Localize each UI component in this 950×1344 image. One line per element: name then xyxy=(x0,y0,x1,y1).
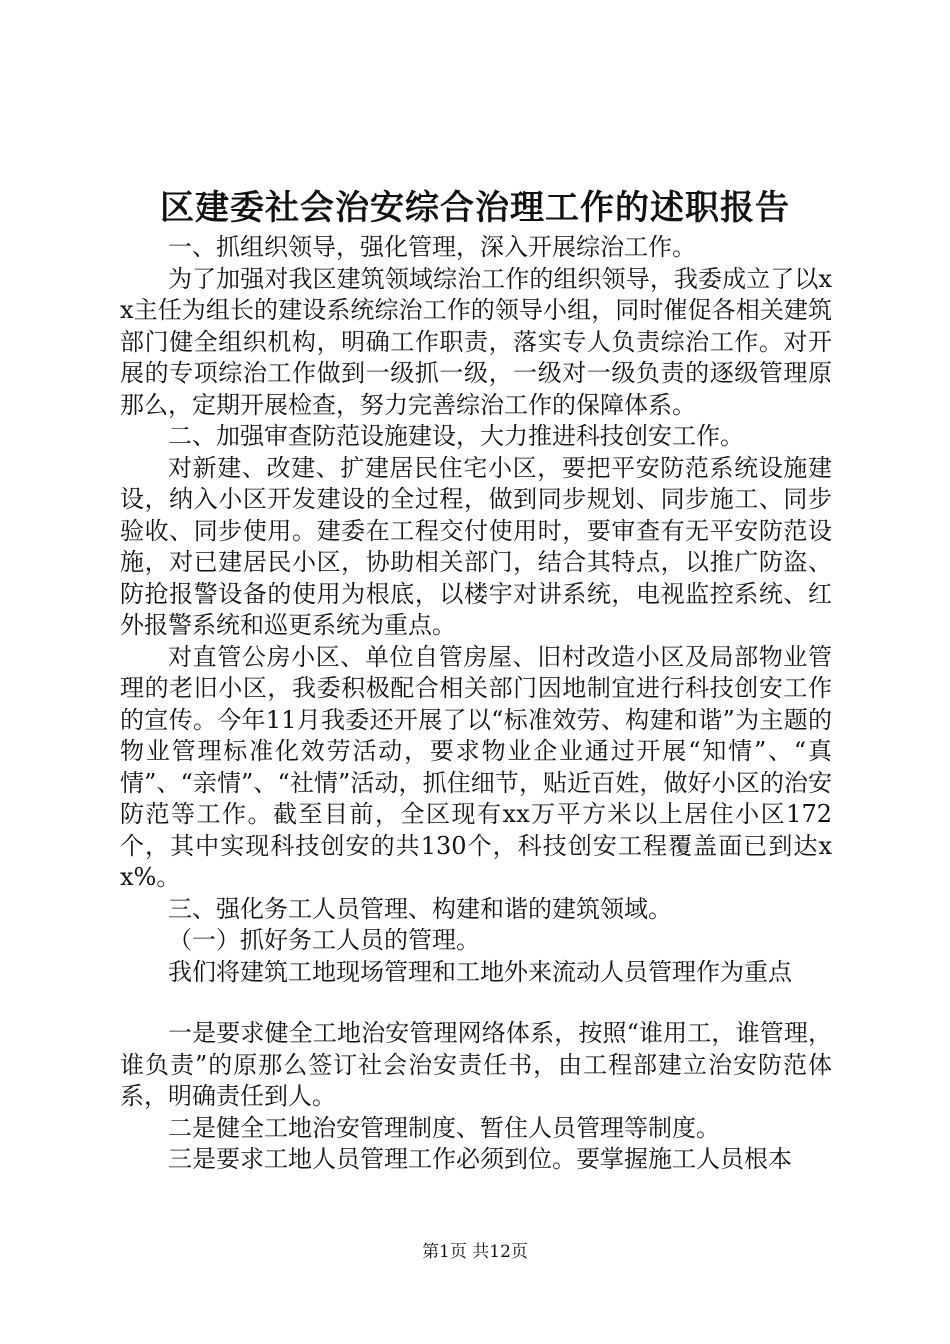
document-title: 区建委社会治安综合治理工作的述职报告 xyxy=(160,188,790,228)
paragraph-new-construction: 对新建、改建、扩建居民住宅小区，要把平安防范系统设施建设，纳入小区开发建设的全过程，做到同步规划、同步施工、同步验收、同步使用。建委在工程交付使用时，要审查有无平安防范设施，对已建居民小区，协助相关部门，结合其特点，以推广防盗、防抢报警设备的使用为根底，以楼宇对讲系统，电视监控系统、红外报警系统和巡更系统为重点。 xyxy=(120,453,832,639)
paragraph-point-2: 二是健全工地治安管理制度、暂住人员管理等制度。 xyxy=(168,1113,720,1142)
paragraph-public-housing: 对直管公房小区、单位自管房屋、旧村改造小区及局部物业管理的老旧小区，我委积极配合相关部门因地制宜进行科技创安工作的宣传。今年11月我委还开展了以“标准效劳、构建和谐”为主题的物业管理标准化效劳活动，要求物业企业通过开展“知情”、“真情”、“亲情”、“社情”活动，抓住细节，贴近百姓，做好小区的治安防范等工作。截至目前，全区现有xx万平方米以上居住小区172个，其中实现科技创安的共130个，科技创安工程覆盖面已到达xx%。 xyxy=(120,642,832,891)
document-body xyxy=(120,232,832,1176)
paragraph-section-3-heading: 三、强化务工人员管理、构建和谐的建筑领域。 xyxy=(168,894,672,923)
page-footer: 第1页 共12页 xyxy=(422,1242,528,1262)
paragraph-subsection-1-heading: （一）抓好务工人员的管理。 xyxy=(168,926,480,954)
paragraph-section-2-heading: 二、加强审查防范设施建设，大力推进科技创安工作。 xyxy=(168,422,744,450)
paragraph-point-1: 一是要求健全工地治安管理网络体系，按照“谁用工，谁管理，谁负责”的原那么签订社会治安责任书，由工程部建立治安防范体系，明确责任到人。 xyxy=(120,1019,832,1110)
paragraph-organization: 为了加强对我区建筑领域综治工作的组织领导，我委成立了以xx主任为组长的建设系统综治工作的领导小组，同时催促各相关建筑部门健全组织机构，明确工作职责，落实专人负责综治工作。对开展的专项综治工作做到一级抓一级，一级对一级负责的逐级管理原那么，定期开展检查，努力完善综治工作的保障体系。 xyxy=(120,264,832,419)
paragraph-section-1-heading: 一、抓组织领导，强化管理，深入开展综治工作。 xyxy=(168,233,696,261)
paragraph-point-3: 三是要求工地人员管理工作必须到位。要掌握施工人员根本 xyxy=(168,1145,792,1173)
paragraph-focus: 我们将建筑工地现场管理和工地外来流动人员管理作为重点 xyxy=(168,957,792,986)
paragraph-gap xyxy=(120,988,832,1018)
